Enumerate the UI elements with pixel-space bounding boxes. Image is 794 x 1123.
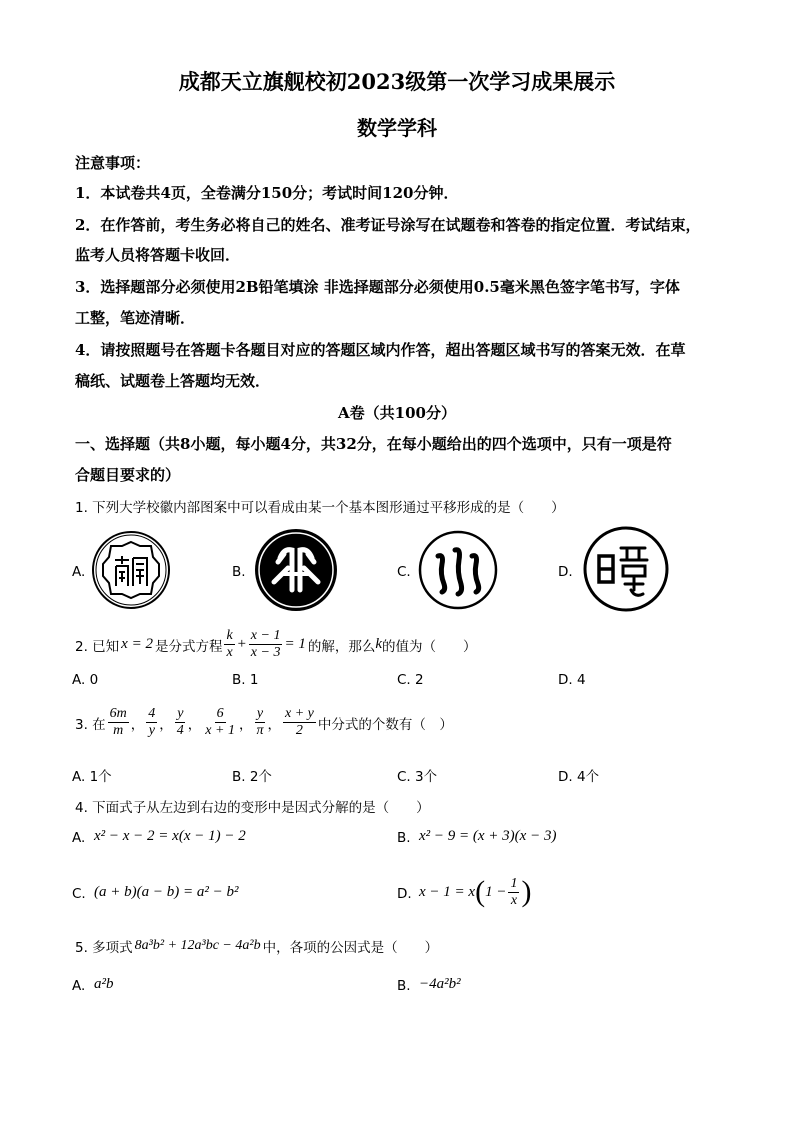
q4-option-d-fraction: $\frac{1}{x}$ bbox=[510, 875, 518, 908]
q1-option-a-label: A. bbox=[72, 564, 86, 580]
q3-post: 中分式的个数有（ ） bbox=[317, 716, 453, 733]
q1-emblem-d-icon bbox=[583, 526, 669, 612]
q2-variable: k bbox=[375, 636, 383, 652]
q2-option-b: B. 1 bbox=[232, 672, 259, 688]
q1-emblem-c-icon bbox=[418, 530, 498, 610]
q2-post2: 的值为（ ） bbox=[382, 638, 477, 655]
q1-emblem-b-icon bbox=[254, 528, 338, 612]
q2-fraction-1: $\frac{k}{x}$ bbox=[226, 628, 233, 660]
part1-heading-line1: 一、选择题（共8小题，每小题4分，共32分，在每小题给出的四个选项中，只有一项是符 bbox=[75, 435, 672, 453]
note-1: 1．本试卷共4页，全卷满分150分；考试时间120分钟． bbox=[75, 184, 459, 202]
notes-heading: 注意事项： bbox=[75, 154, 151, 172]
q2-fraction-2: $\frac{x - 1}{x - 3}$ bbox=[250, 628, 281, 660]
q1-emblem-a-icon bbox=[91, 530, 171, 610]
q1-option-b-label: B. bbox=[232, 564, 246, 580]
q4-option-b-label: B. bbox=[397, 830, 411, 846]
exam-title: 成都天立旗舰校初2023级第一次学习成果展示 bbox=[178, 69, 616, 94]
q3-separator: ， bbox=[238, 716, 253, 733]
q3-option-a: A. 1个 bbox=[72, 769, 112, 785]
q3-stem bbox=[75, 706, 453, 739]
note-4-line1: 4．请按照题号在答题卡各题目对应的答题区域内作答，超出答题区域书写的答案无效．在草 bbox=[75, 341, 686, 359]
q5-option-b-expr: −4a²b² bbox=[419, 976, 461, 992]
q5-option-b-label: B. bbox=[397, 978, 411, 994]
q2-mid: 是分式方程 bbox=[154, 638, 223, 655]
volume-heading: A卷（共100分） bbox=[338, 404, 456, 422]
note-4-line2: 稿纸、试题卷上答题均无效． bbox=[75, 372, 271, 390]
q1-option-d-label: D. bbox=[558, 564, 573, 580]
q2-option-a: A. 0 bbox=[72, 672, 99, 688]
q4-stem: 4. 下面式子从左边到右边的变形中是因式分解的是（ ） bbox=[75, 800, 430, 816]
q2-post: 的解，那么 bbox=[307, 638, 376, 655]
q4-option-a-label: A. bbox=[72, 830, 86, 846]
q2-equals: = 1 bbox=[284, 636, 306, 652]
q5-post: 中，各项的公因式是（ ） bbox=[262, 940, 439, 956]
q3-option-b: B. 2个 bbox=[232, 769, 272, 785]
q4-option-a-expr: x² − x − 2 = x(x − 1) − 2 bbox=[94, 828, 246, 844]
q3-fraction-2: $\frac{4}{y}$ bbox=[148, 706, 156, 738]
q3-fraction-6: $\frac{x + y}{2}$ bbox=[284, 706, 314, 738]
q1-option-c-label: C. bbox=[397, 564, 411, 580]
q3-separator: ， bbox=[130, 716, 145, 733]
q3-option-d: D. 4个 bbox=[558, 769, 600, 785]
q2-condition: x = 2 bbox=[121, 636, 153, 652]
q5-prefix: 5. 多项式 bbox=[75, 940, 133, 956]
q3-separator: ， bbox=[187, 716, 202, 733]
q3-fraction-4: $\frac{6}{x + 1}$ bbox=[205, 706, 235, 738]
q3-separator: ， bbox=[159, 716, 173, 733]
q4-option-d-label: D. bbox=[397, 886, 412, 902]
q3-fraction-1: $\frac{6m}{m}$ bbox=[109, 706, 127, 738]
q4-option-d-expr: x − 1 = x ( 1 − $\frac{1}{x}$ ) bbox=[419, 875, 532, 908]
q5-stem bbox=[75, 936, 438, 956]
q5-polynomial: 8a³b² + 12a³bc − 4a²b bbox=[134, 938, 261, 953]
part1-heading-line2: 合题目要求的） bbox=[75, 466, 181, 484]
note-3-line2: 工整，笔迹清晰． bbox=[75, 309, 196, 327]
note-3-line1: 3．选择题部分必须使用2B铅笔填涂 非选择题部分必须使用0.5毫米黑色签字笔书写，字体 bbox=[75, 278, 680, 296]
q2-stem bbox=[75, 628, 477, 661]
note-2-line1: 2．在作答前，考生务必将自己的姓名、准考证号涂写在试题卷和答卷的指定位置．考试结束， bbox=[75, 216, 701, 234]
q2-plus: + bbox=[236, 636, 247, 652]
q5-option-a-expr: a²b bbox=[94, 976, 114, 992]
q3-fraction-5: $\frac{y}{\pi}$ bbox=[256, 706, 264, 738]
q2-option-d: D. 4 bbox=[558, 672, 586, 688]
q3-separator: ， bbox=[267, 716, 281, 733]
exam-subject: 数学学科 bbox=[357, 116, 437, 140]
q2-option-c: C. 2 bbox=[397, 672, 424, 688]
q3-fraction-3: $\frac{y}{4}$ bbox=[176, 706, 184, 738]
q5-option-a-label: A. bbox=[72, 978, 86, 994]
note-2-line2: 监考人员将答题卡收回． bbox=[75, 246, 241, 264]
q2-prefix: 2. 已知 bbox=[75, 638, 120, 655]
q1-stem: 1. 下列大学校徽内部图案中可以看成由某一个基本图形通过平移形成的是（ ） bbox=[75, 500, 565, 516]
q3-option-c: C. 3个 bbox=[397, 769, 438, 785]
q4-option-c-label: C. bbox=[72, 886, 86, 902]
q3-prefix: 3. 在 bbox=[75, 716, 106, 733]
q4-option-c-expr: (a + b)(a − b) = a² − b² bbox=[94, 884, 239, 900]
q4-option-b-expr: x² − 9 = (x + 3)(x − 3) bbox=[419, 828, 557, 844]
